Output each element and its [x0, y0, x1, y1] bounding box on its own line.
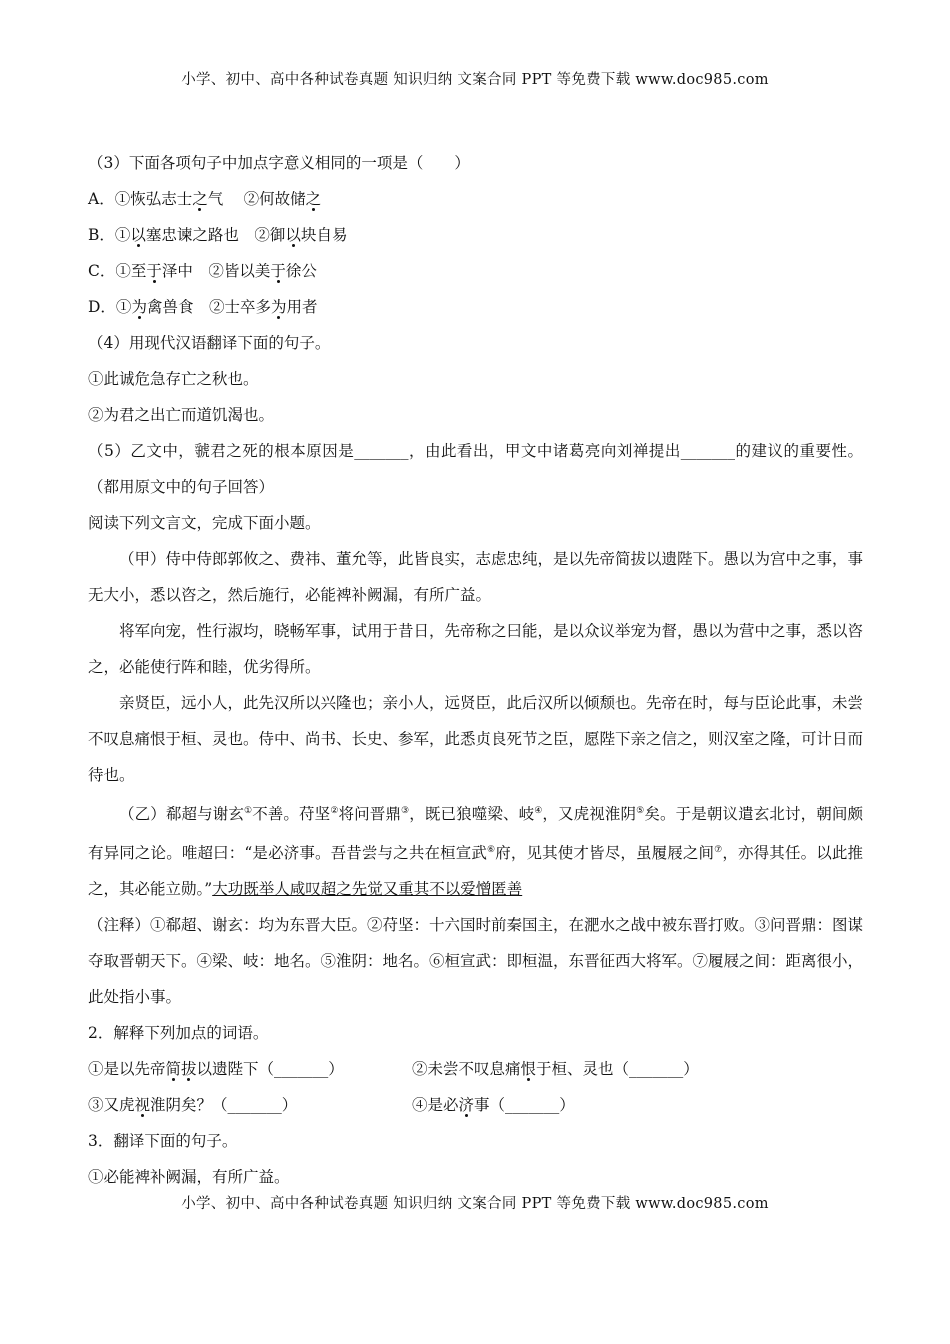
q2-row-2 [88, 1087, 863, 1123]
annotation-notes: （注释）①郗超、谢玄：均为东晋大臣。②苻坚：十六国时前秦国主，在淝水之战中被东晋打败。③问晋鼎：图谋夺取晋朝天下。④梁、岐：地名。⑤淮阴：地名。⑥桓宣武：即桓温，东晋征西大将军。⑦履屐之间：距离很小，此处指小事。 [88, 916, 864, 1007]
q2-row-1 [88, 1051, 863, 1087]
q3-option-b: B．①以塞忠谏之路也 ②御以块自易 [88, 226, 348, 244]
page-header: 小学、初中、高中各种试卷真题 知识归纳 文案合同 PPT 等免费下载 www.doc985.com [181, 72, 769, 88]
q3b-sentence-1: ①必能裨补阙漏，有所广益。 [88, 1168, 290, 1187]
q3-stem: （3）下面各项句子中加点字意义相同的一项是（ ） [88, 154, 470, 172]
q4-sentence-1: ①此诚危急存亡之秋也。 [88, 370, 259, 388]
q3-option-c: C．①至于泽中 ②皆以美于徐公 [88, 262, 317, 280]
document-body [88, 145, 863, 1195]
q3-option-d: D．①为禽兽食 ②士卒多为用者 [88, 298, 318, 316]
page-footer: 小学、初中、高中各种试卷真题 知识归纳 文案合同 PPT 等免费下载 www.doc985.com [181, 1196, 769, 1212]
q5-stem: （5）乙文中，虢君之死的根本原因是_______，由此看出，甲文中诸葛亮向刘禅提出_______的建议的重要性。（都用原文中的句子回答） [88, 442, 863, 496]
q4-sentence-2: ②为君之出亡而道饥渴也。 [88, 406, 275, 424]
q4-stem: （4）用现代汉语翻译下面的句子。 [88, 334, 331, 352]
q2-stem: 2．解释下列加点的词语。 [88, 1024, 269, 1043]
q2-item-1: ①是以先帝简拔以遗陛下（_______） [88, 1060, 344, 1079]
q2-item-3: ③又虎视淮阴矣？（_______） [88, 1096, 298, 1115]
passage-jia-paragraph-3: 亲贤臣，远小人，此先汉所以兴隆也；亲小人，远贤臣，此后汉所以倾颓也。先帝在时，每与臣论此事，未尝不叹息痛恨于桓、灵也。侍中、尚书、长史、参军，此悉贞良死节之臣，愿陛下亲之信之，则汉室之隆，可计日而待也。 [88, 694, 864, 784]
q3-option-a: A．①恢弘志士之气 ②何故储之 [88, 190, 322, 208]
q2-item-2: ②未尝不叹息痛恨于桓、灵也（_______） [412, 1060, 699, 1079]
q3b-stem: 3．翻译下面的句子。 [88, 1132, 238, 1151]
reading-intro: 阅读下列文言文，完成下面小题。 [88, 514, 321, 532]
passage-jia-paragraph-2: 将军向宠，性行淑均，晓畅军事，试用于昔日，先帝称之曰能，是以众议举宠为督，愚以为营中之事，悉以咨之，必能使行阵和睦，优劣得所。 [88, 622, 864, 676]
q2-item-4: ④是必济事（_______） [412, 1096, 575, 1115]
passage-yi: （乙）郗超与谢玄①不善。苻坚②将问晋鼎③，既已狼噬梁、岐④，又虎视淮阴⑤矣。于是朝议遣玄北讨，朝间颇有异同之论。唯超曰：“是必济事。吾昔尝与之共在桓宣武⑥府，见其使才皆尽，虽履屐之间⑦，亦得其任。以此推之，其必能立勋。”大功既举人咸叹超之先觉又重其不以爱憎匿善 [88, 805, 863, 899]
underlined-sentence: 大功既举人咸叹超之先觉又重其不以爱憎匿善 [212, 880, 523, 899]
passage-jia-paragraph-1: （甲）侍中侍郎郭攸之、费祎、董允等，此皆良实，志虑忠纯，是以先帝简拔以遗陛下。愚以为宫中之事，事无大小，悉以咨之，然后施行，必能裨补阙漏，有所广益。 [88, 550, 864, 604]
